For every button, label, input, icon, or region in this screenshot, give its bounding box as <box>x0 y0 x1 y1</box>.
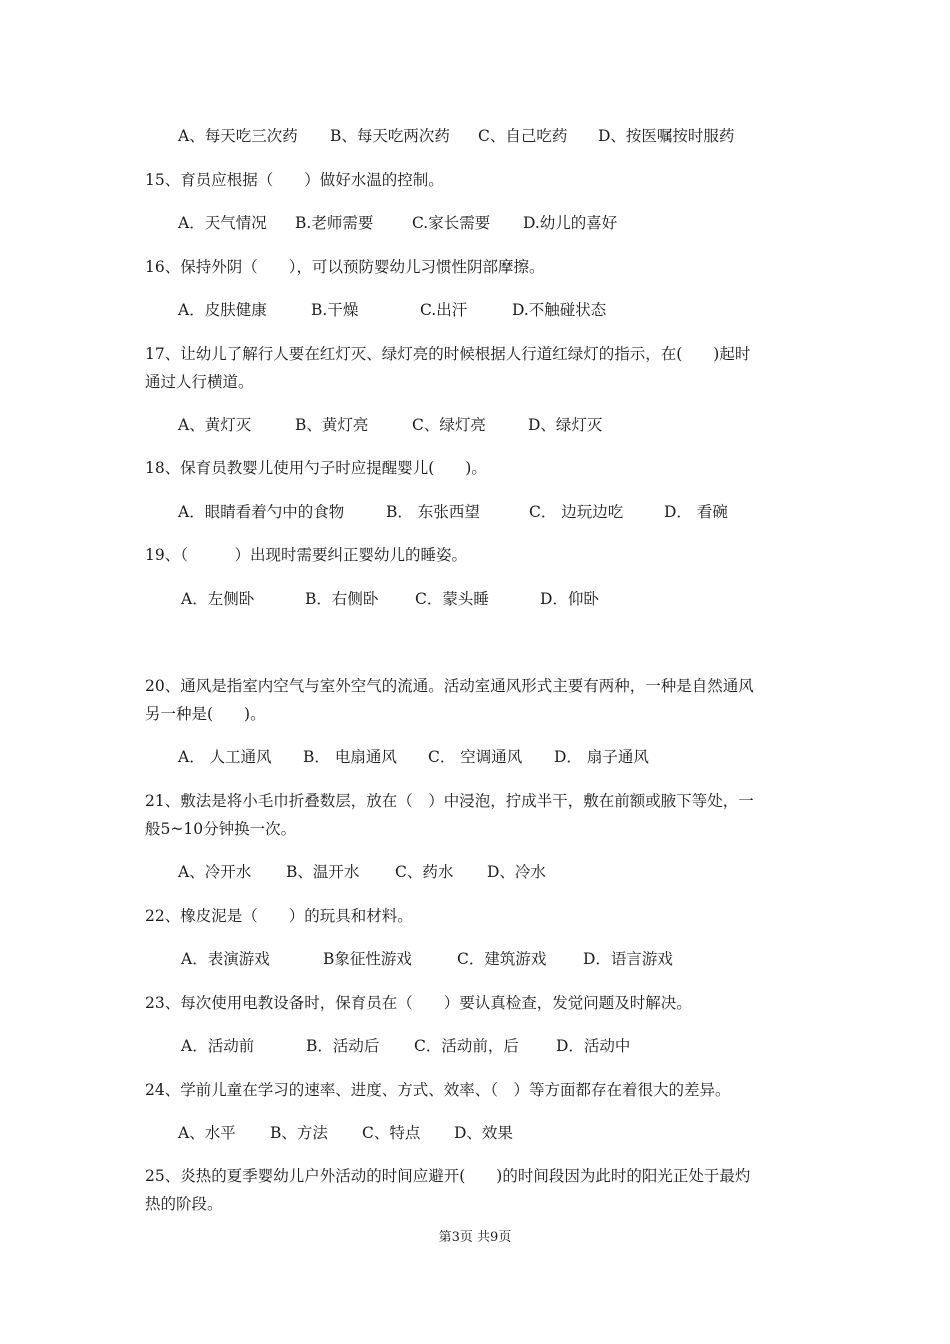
question-16: 16、保持外阴（ ），可以预防婴幼儿习惯性阴部摩擦。 <box>145 258 545 276</box>
q23-option-a: A．活动前 <box>181 1037 255 1055</box>
q22-option-d: D．语言游戏 <box>583 950 673 968</box>
q15-option-b: B.老师需要 <box>295 214 374 232</box>
question-25-line-2: 热的阶段。 <box>145 1195 223 1213</box>
page-number-footer: 第3页 共9页 <box>438 1230 512 1245</box>
q14-option-c: C、自己吃药 <box>478 127 568 145</box>
q17-option-d: D、绿灯灭 <box>528 416 603 434</box>
q19-option-b: B．右侧卧 <box>305 590 379 608</box>
question-15: 15、育员应根据（ ）做好水温的控制。 <box>145 171 444 189</box>
q16-option-a: A．皮肤健康 <box>178 301 267 319</box>
q23-option-d: D．活动中 <box>556 1037 631 1055</box>
q24-option-a: A、水平 <box>178 1124 236 1142</box>
q21-option-c: C、药水 <box>395 863 454 881</box>
q14-option-a: A、每天吃三次药 <box>178 127 298 145</box>
q19-option-c: C．蒙头睡 <box>415 590 489 608</box>
question-22: 22、橡皮泥是（ ）的玩具和材料。 <box>145 907 413 925</box>
question-18: 18、保育员教婴儿使用勺子时应提醒婴儿( )。 <box>145 459 487 477</box>
q18-option-d: D． 看碗 <box>664 503 728 521</box>
q18-option-c: C． 边玩边吃 <box>529 503 624 521</box>
q22-option-b: B象征性游戏 <box>323 950 412 968</box>
q17-option-a: A、黄灯灭 <box>178 416 252 434</box>
question-21-line-1: 21、敷法是将小毛巾折叠数层，放在（ ）中浸泡，拧成半干，敷在前额或腋下等处，一 <box>145 792 754 810</box>
q16-option-c: C.出汗 <box>420 301 468 319</box>
q18-option-b: B． 东张西望 <box>386 503 480 521</box>
q20-option-b: B． 电扇通风 <box>303 748 397 766</box>
question-23: 23、每次使用电教设备时，保育员在（ ）要认真检查，发觉问题及时解决。 <box>145 994 692 1012</box>
question-20-line-1: 20、通风是指室内空气与室外空气的流通。活动室通风形式主要有两种，一种是自然通风 <box>145 677 754 695</box>
question-20-line-2: 另一种是( )。 <box>145 705 266 723</box>
q23-option-b: B．活动后 <box>306 1037 380 1055</box>
q24-option-c: C、特点 <box>362 1124 421 1142</box>
question-24: 24、学前儿童在学习的速率、进度、方式、效率、（ ）等方面都存在着很大的差异。 <box>145 1081 731 1099</box>
q18-option-a: A．眼睛看着勺中的食物 <box>178 503 345 521</box>
q20-option-d: D． 扇子通风 <box>554 748 649 766</box>
q21-option-b: B、温开水 <box>286 863 360 881</box>
q22-option-c: C．建筑游戏 <box>457 950 547 968</box>
question-17-line-1: 17、让幼儿了解行人要在红灯灭、绿灯亮的时候根据人行道红绿灯的指示，在( )起时 <box>145 345 751 363</box>
q20-option-a: A． 人工通风 <box>178 748 272 766</box>
q24-option-d: D、效果 <box>454 1124 513 1142</box>
q19-option-a: A．左侧卧 <box>181 590 255 608</box>
q16-option-d: D.不触碰状态 <box>512 301 607 319</box>
q14-option-b: B、每天吃两次药 <box>330 127 450 145</box>
q15-option-c: C.家长需要 <box>412 214 491 232</box>
q21-option-a: A、冷开水 <box>178 863 252 881</box>
q17-option-c: C、绿灯亮 <box>412 416 486 434</box>
q15-option-d: D.幼儿的喜好 <box>523 214 618 232</box>
q23-option-c: C．活动前，后 <box>414 1037 519 1055</box>
question-25-line-1: 25、炎热的夏季婴幼儿户外活动的时间应避开( )的时间段因为此时的阳光正处于最灼 <box>145 1167 751 1185</box>
q15-option-a: A．天气情况 <box>178 214 267 232</box>
question-21-line-2: 般5~10分钟换一次。 <box>145 820 297 838</box>
q17-option-b: B、黄灯亮 <box>295 416 369 434</box>
question-19: 19、（ ）出现时需要纠正婴幼儿的睡姿。 <box>145 546 467 564</box>
q14-option-d: D、按医嘱按时服药 <box>598 127 735 145</box>
q20-option-c: C． 空调通风 <box>428 748 523 766</box>
q22-option-a: A．表演游戏 <box>181 950 270 968</box>
q19-option-d: D．仰卧 <box>540 590 599 608</box>
q24-option-b: B、方法 <box>270 1124 328 1142</box>
question-17-line-2: 通过人行横道。 <box>145 373 254 391</box>
q21-option-d: D、冷水 <box>487 863 546 881</box>
q16-option-b: B.干燥 <box>311 301 359 319</box>
